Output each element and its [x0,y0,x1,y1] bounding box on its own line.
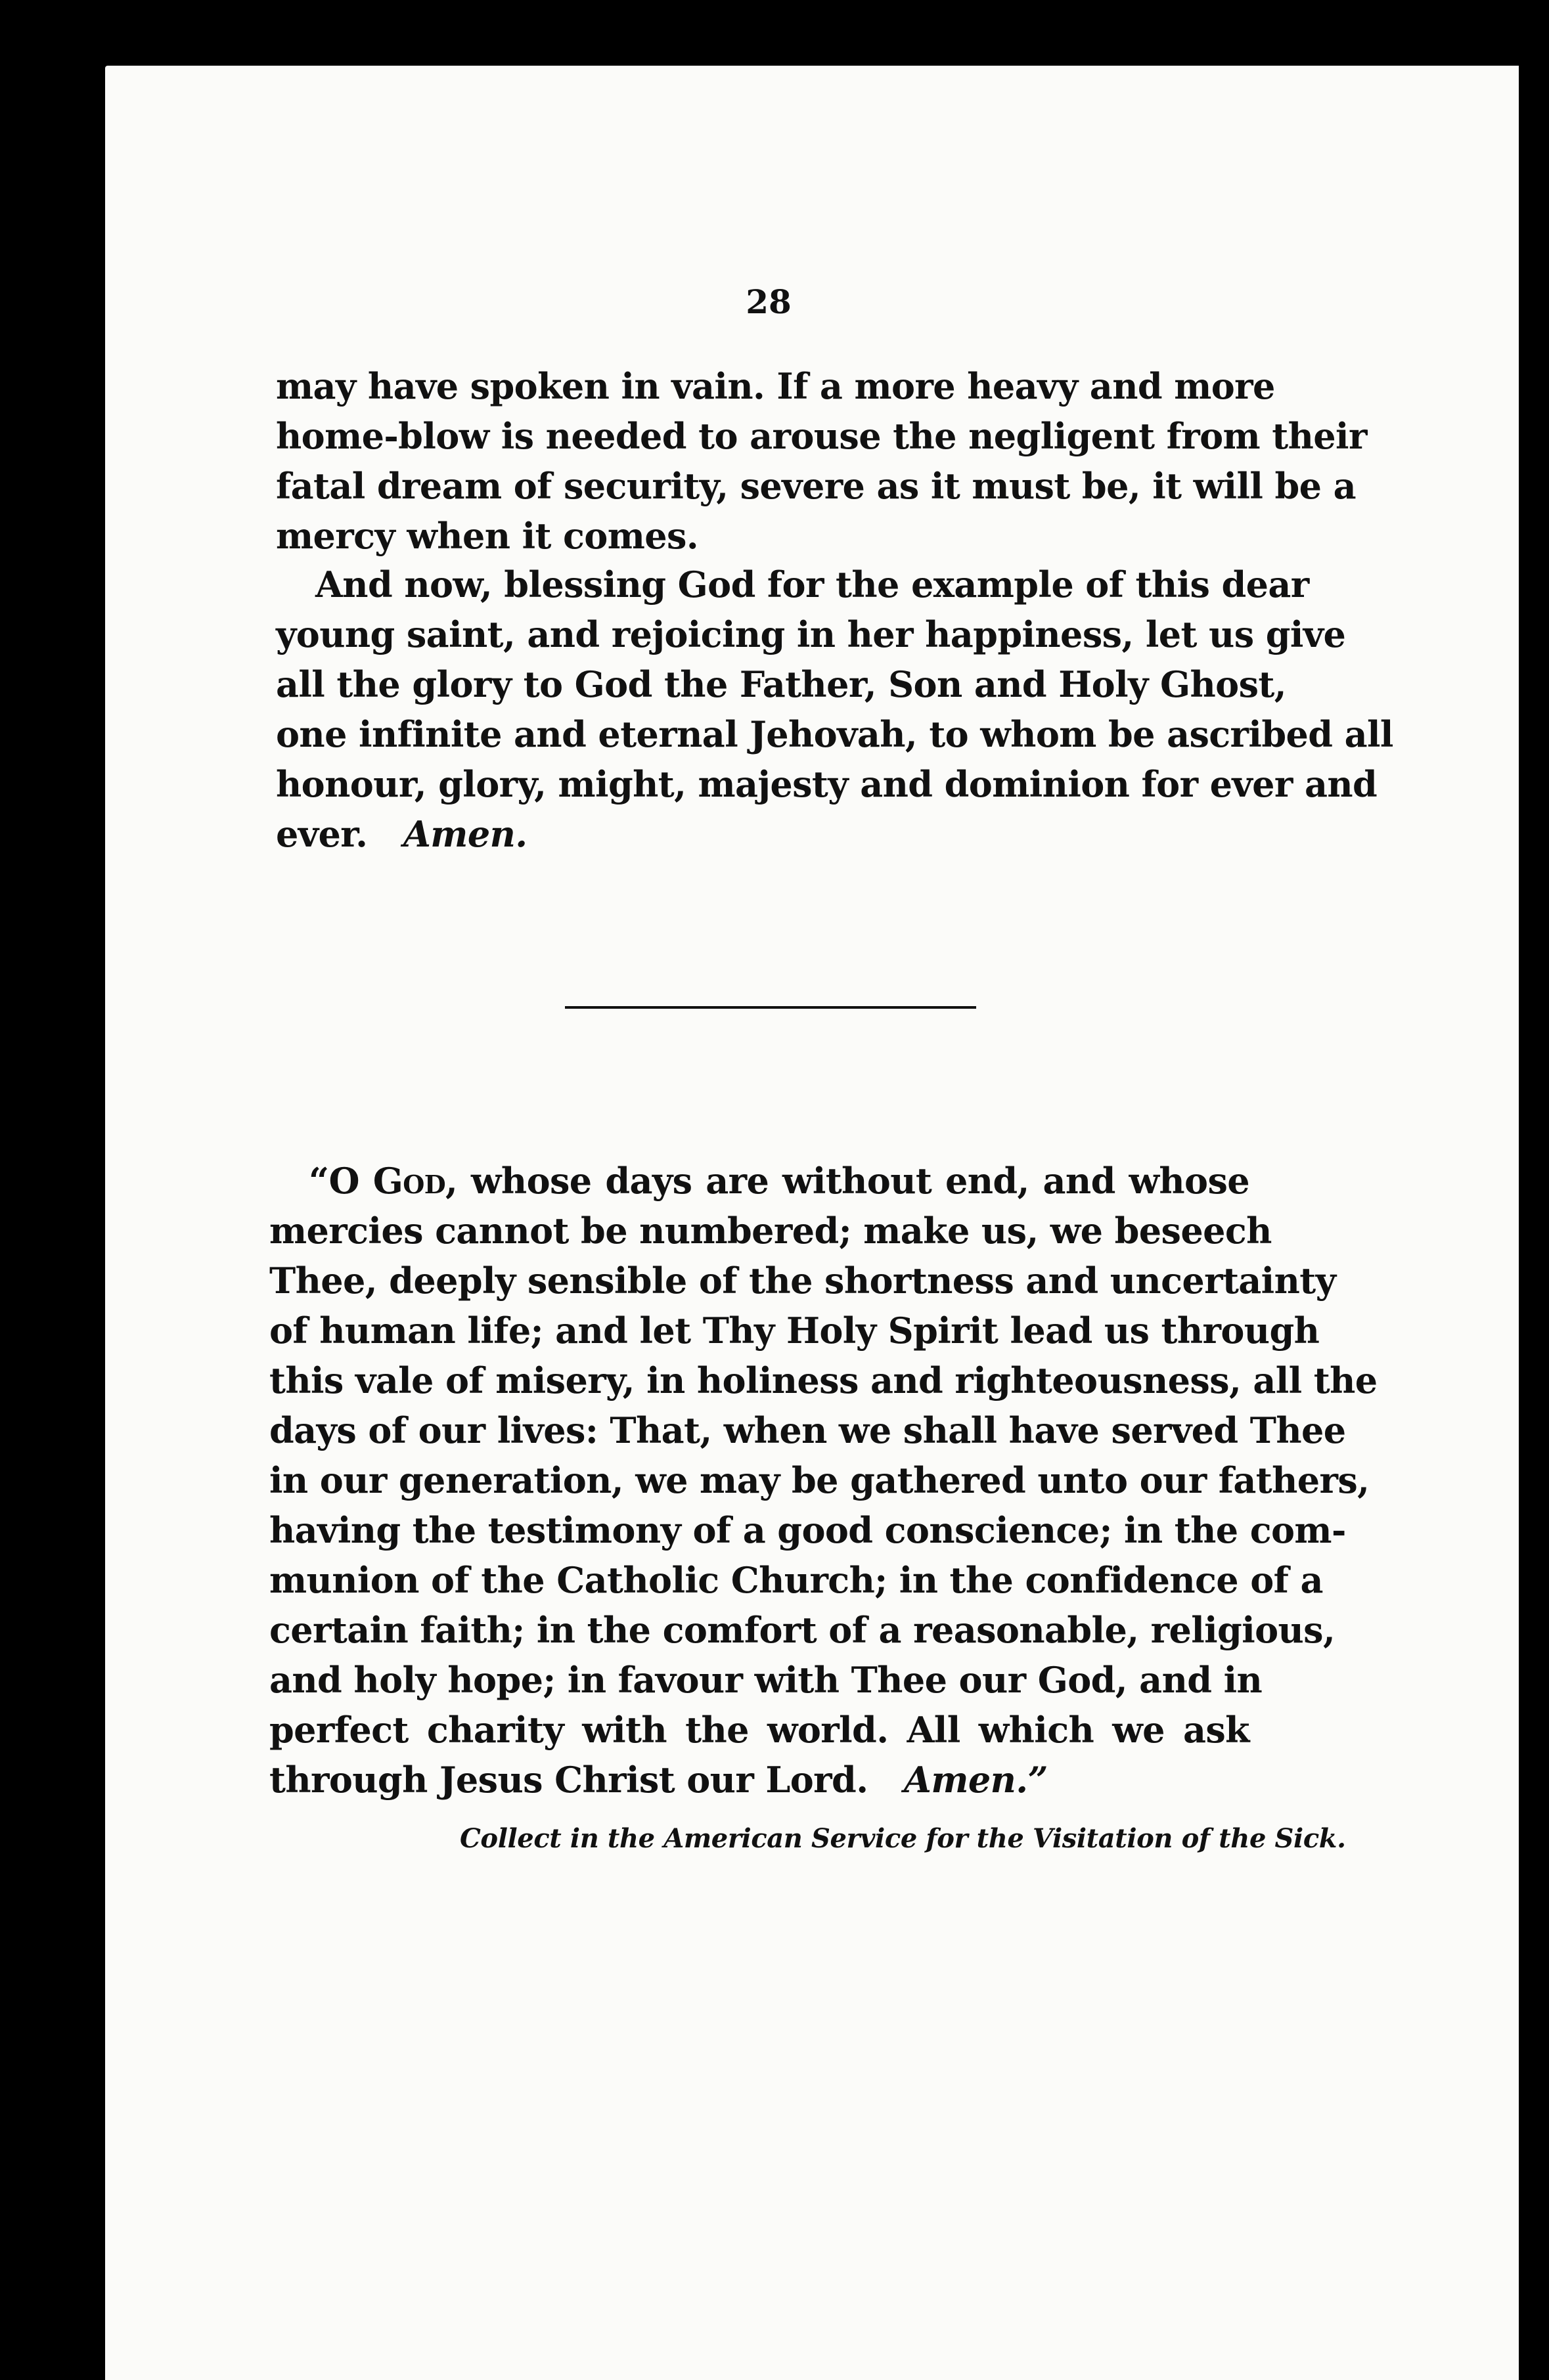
text-line: this vale of misery, in holiness and righteousness, all the [269,1359,1378,1401]
text-line: certain faith; in the comfort of a reasonable, religious, [269,1609,1336,1651]
text-line: honour, glory, might, majesty and dominion for ever and [276,763,1378,805]
paragraph-2 [276,560,1393,859]
text-line: all the glory to God the Father, Son and Holy Ghost, [276,663,1286,705]
text-line: may have spoken in vain. If a more heavy and more [276,365,1275,407]
text-line: perfect charity with the world. All which we ask [269,1709,1249,1751]
text-line: And now, blessing God for the example of this dear [315,563,1309,606]
text-line [269,1156,1249,1206]
open-quote-o: “O [309,1160,359,1202]
attribution-caption: Collect in the American Service for the Visitation of the Sick. [460,1823,1346,1854]
page-number: 28 [746,282,792,321]
text-rest: whose days are without end, and whose [471,1160,1250,1202]
text-line: of human life; and let Thy Holy Spirit lead us through [269,1310,1320,1352]
prayer-paragraph [269,1156,1378,1805]
text-line [269,1755,1249,1805]
text-line: home-blow is needed to arouse the negligent from their [276,415,1367,457]
paragraph-1 [276,361,1367,561]
text-line: munion of the Catholic Church; in the confidence of a [269,1559,1323,1601]
text-plain: ever. [276,813,368,855]
text-amen: Amen.” [904,1759,1048,1801]
text-line: Thee, deeply sensible of the shortness and uncertainty [269,1260,1336,1302]
text-line: young saint, and rejoicing in her happiness, let us give [276,613,1346,655]
text-line: in our generation, we may be gathered unto our fathers, [269,1459,1370,1501]
text-amen: Amen. [403,813,528,855]
text-line: days of our lives: That, when we shall have served Thee [269,1409,1346,1451]
text-line: one infinite and eternal Jehovah, to whom be ascribed all [276,713,1393,755]
text-plain: through Jesus Christ our Lord. [269,1759,868,1801]
text-line: and holy hope; in favour with Thee our God, and in [269,1659,1263,1701]
text-line: mercy when it comes. [276,515,699,557]
text-line [276,809,1248,859]
text-line: fatal dream of security, severe as it must be, it will be a [276,465,1357,507]
text-line: having the testimony of a good conscience; in the com- [269,1509,1346,1551]
section-divider [565,1006,976,1009]
god-smallcaps: God, [372,1160,458,1202]
text-line: mercies cannot be numbered; make us, we beseech [269,1210,1272,1252]
